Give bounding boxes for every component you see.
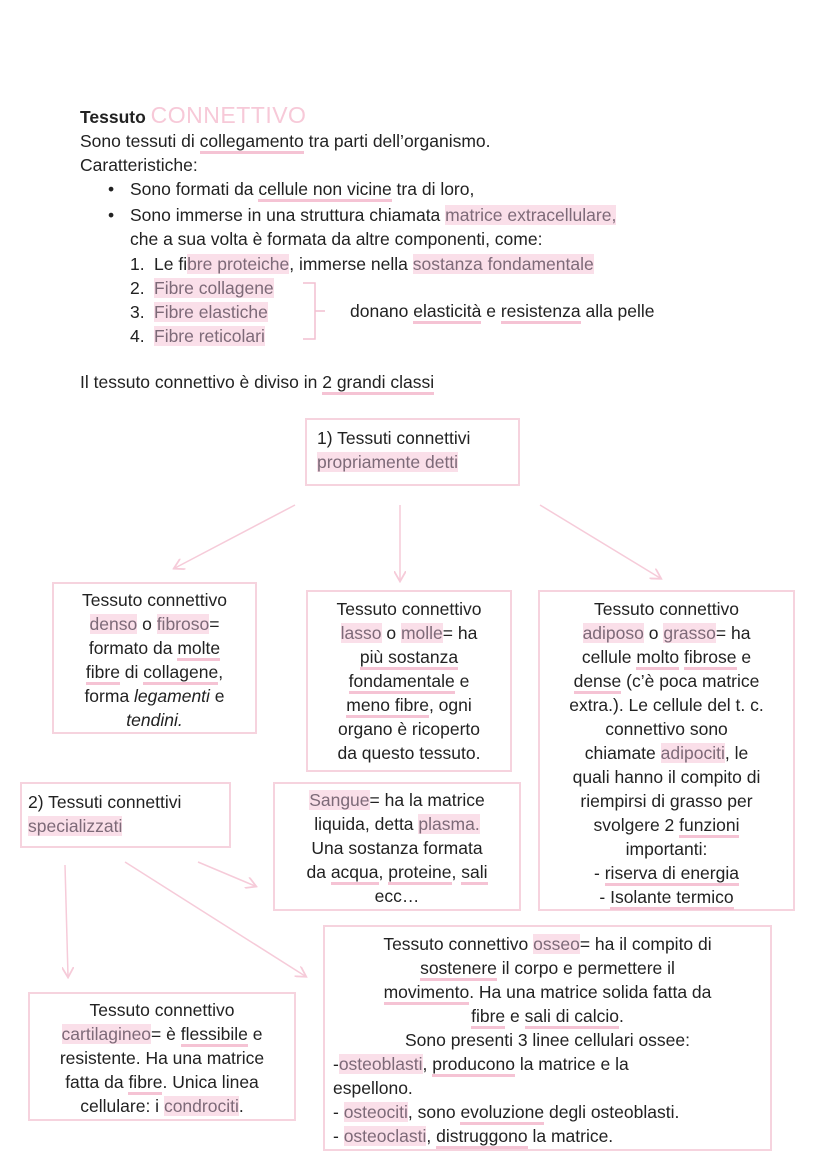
highlighted-text: lasso bbox=[340, 623, 382, 643]
text-segment: quali hanno il compito di bbox=[572, 767, 761, 787]
text-segment: o bbox=[381, 623, 401, 643]
underlined-text: fondamentale bbox=[349, 671, 455, 694]
text-segment: Sono formati da bbox=[130, 179, 259, 199]
text-line bbox=[30, 1094, 294, 1118]
title-prefix: Tessuto bbox=[80, 107, 146, 127]
text-line bbox=[54, 612, 255, 636]
text-segment: Il tessuto connettivo è diviso in bbox=[80, 372, 323, 392]
text-segment: liquida, detta bbox=[314, 814, 419, 834]
text-segment: Le fi bbox=[154, 254, 188, 274]
text-segment: = ha la matrice bbox=[369, 790, 485, 810]
underlined-text: Isolante termico bbox=[610, 887, 734, 910]
text-segment: ecc… bbox=[374, 886, 420, 906]
box-specialized-connective bbox=[20, 782, 231, 848]
text-line bbox=[308, 621, 510, 645]
text-line bbox=[333, 1052, 762, 1076]
text-segment: , bbox=[422, 1054, 433, 1074]
text-segment: - bbox=[333, 1102, 344, 1122]
highlighted-text: Fibre reticolari bbox=[154, 326, 265, 346]
text-segment: , bbox=[426, 1126, 437, 1146]
text-line bbox=[308, 717, 510, 741]
underlined-text: cellule non vicine bbox=[258, 179, 391, 202]
underlined-text: funzioni bbox=[679, 815, 739, 838]
text-line bbox=[54, 660, 255, 684]
list-number: 3. bbox=[130, 302, 145, 322]
text-line bbox=[540, 837, 793, 861]
text-segment: = è bbox=[151, 1024, 181, 1044]
text-line bbox=[54, 708, 255, 732]
text-line bbox=[540, 789, 793, 813]
arrow bbox=[175, 505, 295, 568]
text-segment: organo è ricoperto bbox=[337, 719, 481, 739]
highlighted-text: molle bbox=[400, 623, 443, 643]
text-segment: , ogni bbox=[428, 695, 472, 715]
text-segment: di bbox=[119, 662, 144, 682]
text-segment: e bbox=[209, 686, 225, 706]
text-segment: donano bbox=[350, 301, 414, 321]
box-blood bbox=[273, 782, 521, 911]
underlined-text: proteine bbox=[388, 862, 451, 885]
text-segment: Tessuto connettivo bbox=[383, 934, 534, 954]
underlined-text: sali bbox=[461, 862, 487, 885]
highlighted-text: osteoclasti bbox=[343, 1126, 427, 1146]
text-segment: Una sostanza formata bbox=[311, 838, 483, 858]
highlighted-text: adipociti bbox=[660, 743, 725, 763]
text-segment: - bbox=[594, 863, 605, 883]
highlighted-text: osseo bbox=[533, 934, 580, 954]
text-line bbox=[540, 645, 793, 669]
text-segment: (c’è poca matrice bbox=[621, 671, 760, 691]
text-segment: extra.). Le cellule del t. c. bbox=[569, 695, 764, 715]
underlined-text: molte bbox=[177, 638, 220, 661]
text-segment: , immerse nella bbox=[289, 254, 413, 274]
text-segment: e bbox=[505, 1006, 525, 1026]
bracket bbox=[303, 283, 325, 339]
arrow bbox=[540, 505, 660, 578]
division-text bbox=[80, 370, 434, 394]
highlighted-text: plasma. bbox=[418, 814, 480, 834]
text-segment: resistente. Ha una matrice bbox=[59, 1048, 265, 1068]
text-line bbox=[30, 1022, 294, 1046]
highlighted-text: denso bbox=[89, 614, 138, 634]
text-segment: = ha bbox=[442, 623, 478, 643]
underlined-text: più sostanza bbox=[360, 647, 458, 670]
text-line bbox=[540, 669, 793, 693]
text-line bbox=[275, 812, 519, 836]
list-number: 4. bbox=[130, 326, 145, 346]
text-segment: . bbox=[238, 1096, 244, 1116]
underlined-text: dense bbox=[574, 671, 622, 694]
text-line bbox=[275, 788, 519, 812]
text-line bbox=[540, 765, 793, 789]
text-line bbox=[540, 597, 793, 621]
text-segment: che a sua volta è formata da altre componenti, come: bbox=[130, 229, 543, 249]
text-line bbox=[308, 645, 510, 669]
text-segment: legamenti bbox=[134, 686, 210, 706]
text-segment: - bbox=[333, 1054, 339, 1074]
text-segment: espellono. bbox=[333, 1078, 413, 1098]
text-line bbox=[333, 932, 762, 956]
highlighted-text: fibroso bbox=[156, 614, 210, 634]
text-segment: e bbox=[481, 301, 501, 321]
text-line bbox=[540, 741, 793, 765]
underlined-text: evoluzione bbox=[460, 1102, 544, 1125]
text-line bbox=[540, 621, 793, 645]
underlined-text: acqua bbox=[331, 862, 379, 885]
highlighted-text: cartilagineo bbox=[61, 1024, 152, 1044]
text-segment: - bbox=[333, 1126, 344, 1146]
text-segment: = ha bbox=[715, 623, 751, 643]
bracket-note bbox=[350, 299, 655, 323]
box-loose-connective bbox=[306, 590, 512, 772]
text-segment: - bbox=[599, 887, 611, 907]
text-segment: . Unica linea bbox=[162, 1072, 259, 1092]
text-line bbox=[333, 956, 762, 980]
underlined-text: movimento bbox=[384, 982, 470, 1005]
text-line bbox=[275, 836, 519, 860]
text-segment: la matrice. bbox=[527, 1126, 614, 1146]
text-line bbox=[333, 980, 762, 1004]
text-segment: 2) Tessuti connettivi bbox=[28, 792, 182, 812]
arrow bbox=[198, 862, 255, 886]
box-bone bbox=[323, 925, 772, 1151]
text-segment: il corpo e permettere il bbox=[496, 958, 675, 978]
text-line bbox=[30, 1070, 294, 1094]
text-line bbox=[308, 693, 510, 717]
text-segment: e bbox=[736, 647, 752, 667]
text-line bbox=[317, 426, 508, 450]
list-number: 1. bbox=[130, 254, 145, 274]
title-highlight: CONNETTIVO bbox=[150, 102, 307, 128]
text-segment: o bbox=[137, 614, 157, 634]
text-line bbox=[30, 1046, 294, 1070]
text-segment: forma bbox=[84, 686, 135, 706]
text-segment: , sono bbox=[407, 1102, 461, 1122]
text-line bbox=[540, 861, 793, 885]
underlined-text: collegamento bbox=[200, 131, 304, 154]
text-segment: Tessuto connettivo bbox=[594, 599, 739, 619]
text-segment: Tessuto connettivo bbox=[336, 599, 482, 619]
underlined-text: distruggono bbox=[436, 1126, 527, 1149]
highlighted-text: sostanza fondamentale bbox=[412, 254, 594, 274]
text-line bbox=[54, 684, 255, 708]
list-number: 2. bbox=[130, 278, 145, 298]
text-line bbox=[333, 1100, 762, 1124]
text-segment: fatta da bbox=[65, 1072, 129, 1092]
highlighted-text: Fibre elastiche bbox=[154, 302, 268, 322]
underlined-text: fibre bbox=[86, 662, 120, 685]
box-cartilage bbox=[28, 992, 296, 1121]
underlined-text: fibrose bbox=[684, 647, 737, 670]
highlighted-text: condrociti bbox=[163, 1096, 239, 1116]
text-line bbox=[308, 741, 510, 765]
underlined-text: sostenere bbox=[420, 958, 497, 981]
text-line bbox=[30, 998, 294, 1022]
underlined-text: molto bbox=[636, 647, 679, 670]
highlighted-text: osteociti bbox=[343, 1102, 408, 1122]
text-line bbox=[540, 717, 793, 741]
underlined-text: riserva di energia bbox=[605, 863, 739, 886]
text-segment: connettivo sono bbox=[605, 719, 728, 739]
text-segment: importanti: bbox=[625, 839, 708, 859]
text-segment: la matrice e la bbox=[514, 1054, 629, 1074]
underlined-text: collagene bbox=[143, 662, 218, 685]
underlined-text: sali di calcio bbox=[525, 1006, 619, 1029]
text-segment: e bbox=[247, 1024, 263, 1044]
text-segment: cellulare: i bbox=[80, 1096, 164, 1116]
highlighted-text: matrice extracellulare, bbox=[445, 205, 617, 225]
text-segment: Sono presenti 3 linee cellulari ossee: bbox=[404, 1030, 691, 1050]
text-line bbox=[28, 790, 223, 814]
text-segment: Caratteristiche: bbox=[80, 155, 198, 175]
highlighted-text: specializzati bbox=[28, 816, 123, 836]
text-line bbox=[540, 885, 793, 909]
text-line bbox=[333, 1076, 762, 1100]
highlighted-text: propriamente detti bbox=[317, 452, 459, 472]
box-dense-connective bbox=[52, 582, 257, 734]
text-segment: alla pelle bbox=[580, 301, 655, 321]
text-line bbox=[333, 1004, 762, 1028]
text-line bbox=[275, 860, 519, 884]
text-segment: . bbox=[619, 1006, 624, 1026]
text-segment: Tessuto connettivo bbox=[89, 1000, 235, 1020]
arrow bbox=[65, 865, 68, 976]
underlined-text: fibre bbox=[471, 1006, 505, 1029]
text-segment: da questo tessuto. bbox=[337, 743, 481, 763]
text-line bbox=[308, 597, 510, 621]
text-line bbox=[540, 693, 793, 717]
highlighted-text: bre proteiche bbox=[187, 254, 290, 274]
underlined-text: meno fibre bbox=[346, 695, 429, 718]
text-segment: , bbox=[218, 662, 224, 682]
box-adipose-connective bbox=[538, 590, 795, 911]
text-line bbox=[333, 1028, 762, 1052]
text-segment: svolgere 2 bbox=[593, 815, 680, 835]
underlined-text: resistenza bbox=[501, 301, 581, 324]
text-segment: degli osteoblasti. bbox=[544, 1102, 680, 1122]
text-segment: , bbox=[378, 862, 389, 882]
text-segment: Sono tessuti di bbox=[80, 131, 200, 151]
text-segment: chiamate bbox=[584, 743, 661, 763]
text-segment: tra parti dell’organismo. bbox=[303, 131, 491, 151]
underlined-text: flessibile bbox=[181, 1024, 248, 1047]
text-segment: = bbox=[209, 614, 220, 634]
text-line bbox=[275, 884, 519, 908]
text-line bbox=[28, 814, 223, 838]
text-line bbox=[308, 669, 510, 693]
highlighted-text: osteoblasti bbox=[338, 1054, 423, 1074]
underlined-text: 2 grandi classi bbox=[322, 372, 434, 395]
highlighted-text: Sangue bbox=[309, 790, 370, 810]
text-line bbox=[333, 1124, 762, 1148]
text-segment: . Ha una matrice solida fatta da bbox=[469, 982, 712, 1002]
text-segment: formato da bbox=[88, 638, 178, 658]
text-segment: tra di loro, bbox=[391, 179, 475, 199]
highlighted-text: Fibre collagene bbox=[154, 278, 274, 298]
text-segment: da bbox=[306, 862, 331, 882]
text-segment: = ha il compito di bbox=[579, 934, 712, 954]
text-segment: tendini. bbox=[126, 710, 183, 730]
underlined-text: elasticità bbox=[413, 301, 481, 324]
text-segment: 1) Tessuti connettivi bbox=[317, 428, 471, 448]
text-line bbox=[80, 370, 434, 394]
highlighted-text: adiposo bbox=[582, 623, 644, 643]
text-segment: Tessuto connettivo bbox=[82, 590, 227, 610]
text-segment: cellule bbox=[581, 647, 637, 667]
text-line bbox=[54, 588, 255, 612]
text-segment: Sono immerse in una struttura chiamata bbox=[130, 205, 446, 225]
box-proper-connective bbox=[305, 418, 520, 486]
text-line bbox=[54, 636, 255, 660]
text-segment: o bbox=[643, 623, 664, 643]
underlined-text: fibre bbox=[128, 1072, 162, 1095]
text-segment: e bbox=[454, 671, 470, 691]
highlighted-text: grasso bbox=[663, 623, 716, 643]
text-segment: , le bbox=[724, 743, 749, 763]
text-segment: riempirsi di grasso per bbox=[580, 791, 753, 811]
text-segment: , bbox=[451, 862, 462, 882]
text-line bbox=[540, 813, 793, 837]
text-line bbox=[317, 450, 508, 474]
underlined-text: producono bbox=[432, 1054, 515, 1077]
